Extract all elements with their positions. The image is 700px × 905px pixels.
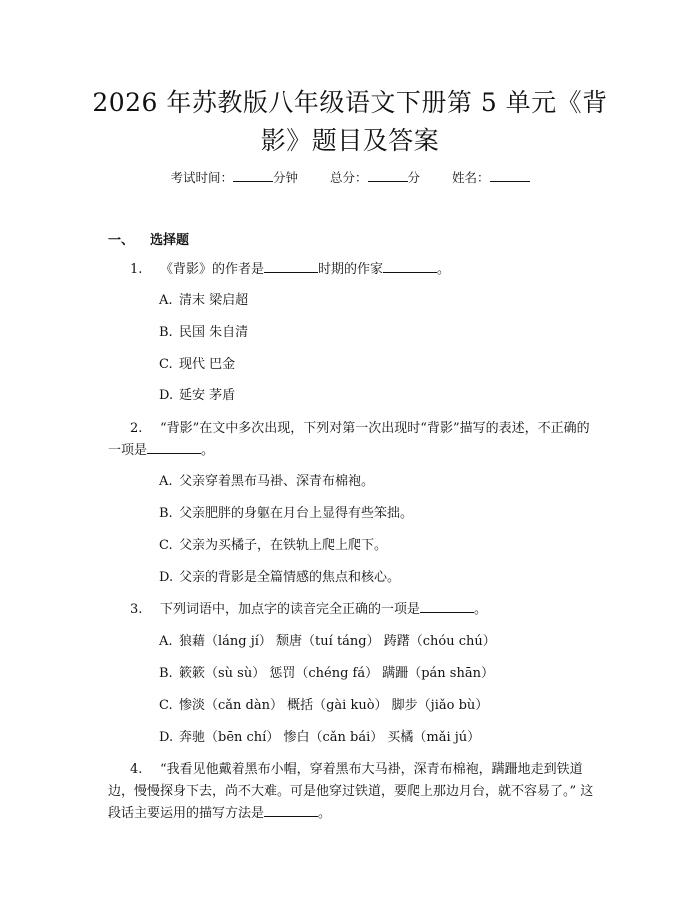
title-line-1: 2026 年苏教版八年级语文下册第 5 单元《背 (92, 88, 608, 117)
question-number: 1. (130, 262, 143, 277)
question-text: “背影”在文中多次出现，下列对第一次出现时“背影”描写的表述，不正确的一项是 (108, 421, 590, 458)
question-text: 。 (437, 262, 451, 277)
time-label: 考试时间： (170, 170, 233, 185)
option-label: C. (159, 538, 173, 553)
option-label: A. (159, 474, 173, 489)
exam-score (330, 170, 420, 185)
question-3 (108, 599, 602, 621)
answer-blank (264, 259, 318, 273)
question-2 (108, 418, 602, 462)
option-2a (159, 472, 374, 492)
title-line-2: 影》题目及答案 (260, 126, 440, 155)
option-text: 父亲为买橘子，在铁轨上爬上爬下。 (179, 538, 388, 553)
answer-blank (420, 599, 474, 613)
option-1c (159, 355, 235, 375)
option-text: 父亲肥胖的身躯在月台上显得有些笨拙。 (179, 506, 414, 521)
option-3b (159, 664, 494, 684)
option-label: A. (159, 293, 173, 308)
question-number: 4. (130, 762, 143, 777)
option-text: 延安 茅盾 (179, 388, 236, 403)
option-3c (159, 696, 488, 716)
question-1 (108, 259, 602, 281)
option-label: B. (159, 506, 173, 521)
option-label: D. (159, 730, 174, 745)
question-number: 3. (130, 602, 143, 617)
option-2c (159, 536, 387, 556)
option-label: B. (159, 325, 173, 340)
option-1d (159, 386, 235, 406)
option-label: C. (159, 698, 173, 713)
option-3d (159, 728, 480, 748)
exam-info (0, 168, 700, 188)
option-label: D. (159, 388, 174, 403)
page-title (60, 84, 640, 160)
question-text: 时期的作家 (318, 262, 384, 277)
question-text: 下列词语中，加点字的读音完全正确的一项是 (160, 602, 421, 617)
option-label: A. (159, 634, 173, 649)
question-text: 。 (318, 806, 332, 821)
option-text: 父亲的背影是全篇情感的焦点和核心。 (179, 570, 401, 585)
question-text: 《背影》的作者是 (160, 262, 265, 277)
section-number: 一、 (108, 233, 135, 248)
option-text: 清末 梁启超 (179, 293, 249, 308)
score-blank (368, 168, 408, 182)
section-title: 选择题 (150, 233, 190, 248)
option-text: 簌簌（sù sù） 惩罚（chéng fá） 蹒跚（pán shān） (179, 666, 494, 681)
question-number: 2. (130, 421, 143, 436)
option-text: 现代 巴金 (179, 357, 236, 372)
option-label: D. (159, 570, 174, 585)
name-blank (490, 168, 530, 182)
option-3a (159, 632, 496, 652)
option-1b (159, 323, 248, 343)
option-2b (159, 504, 413, 524)
name-label: 姓名： (452, 170, 490, 185)
section-heading (108, 229, 189, 248)
answer-blank (147, 440, 201, 454)
question-text: “我看见他戴着黑布小帽，穿着黑布大马褂，深青布棉袍，蹒跚地走到铁道边，慢慢探身下去，尚不大难。可是他穿过铁道，要爬上那边月台，就不容易了。” 这段话主要运用的描写方法是 (108, 762, 594, 821)
option-text: 父亲穿着黑布马褂、深青布棉袍。 (179, 474, 375, 489)
exam-time (170, 170, 298, 185)
answer-blank (383, 259, 437, 273)
time-unit: 分钟 (272, 170, 298, 185)
question-text: 。 (201, 443, 215, 458)
option-text: 奔驰（bēn chí） 惨白（cǎn bái） 买橘（mǎi jú） (179, 730, 481, 745)
option-label: B. (159, 666, 173, 681)
option-label: C. (159, 357, 173, 372)
exam-name (452, 170, 530, 185)
question-text: 。 (474, 602, 488, 617)
time-blank (233, 168, 273, 182)
question-4 (108, 759, 602, 825)
option-2d (159, 568, 400, 588)
answer-blank (264, 803, 318, 817)
option-1a (159, 291, 248, 311)
score-label: 总分： (329, 170, 368, 185)
option-text: 惨淡（cǎn dàn） 概括（gài kuò） 脚步（jiǎo bù） (179, 698, 489, 713)
option-text: 民国 朱自清 (179, 325, 249, 340)
score-unit: 分 (407, 170, 421, 185)
option-text: 狼藉（láng jí） 颓唐（tuí táng） 踌躇（chóu chú） (179, 634, 496, 649)
